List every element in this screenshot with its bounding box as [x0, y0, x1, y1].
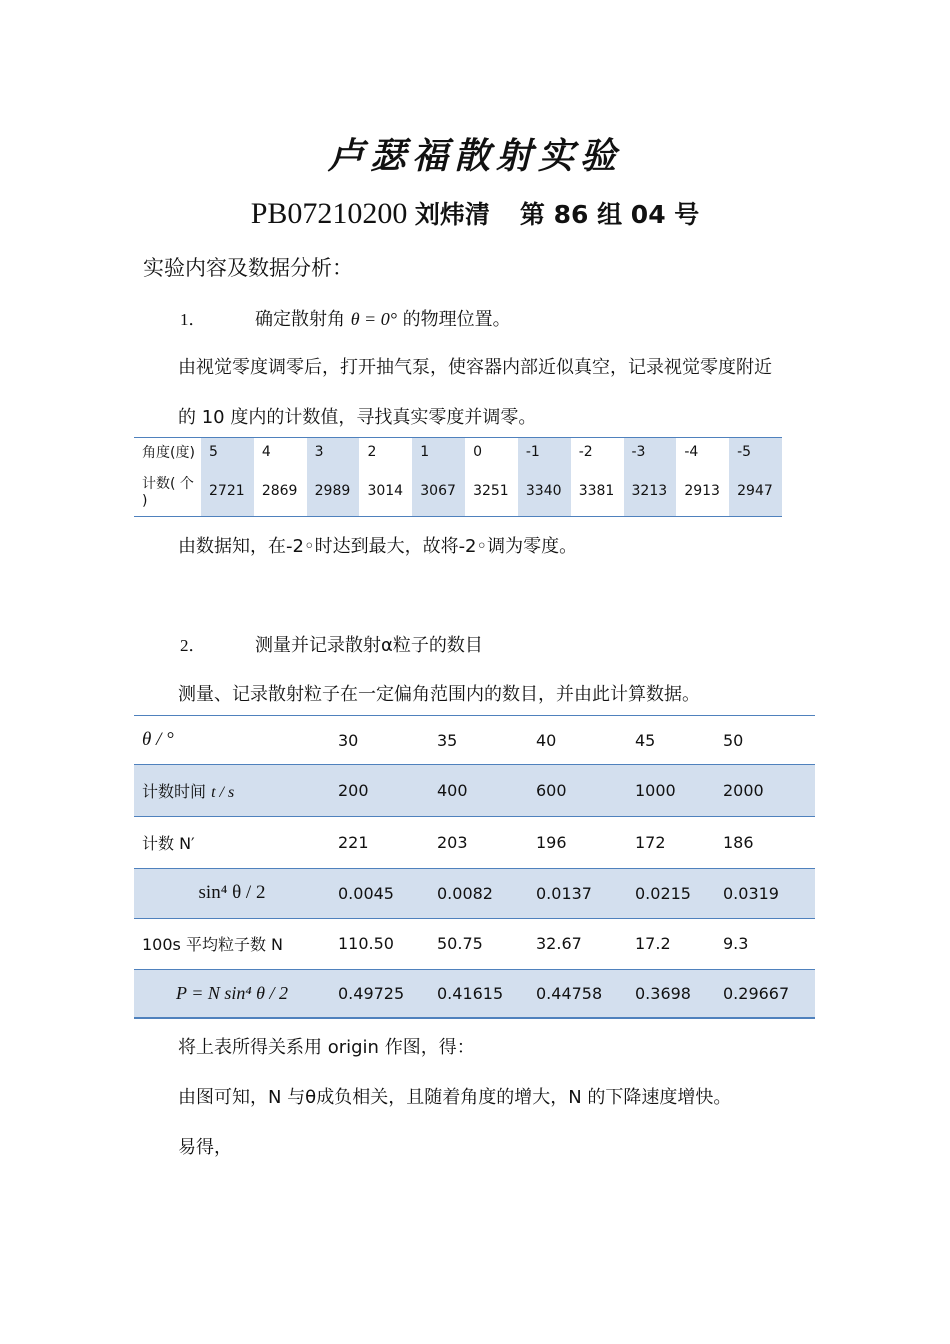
table-cell: 3251	[473, 482, 509, 499]
table-cell: 172	[635, 832, 666, 852]
table-row	[134, 970, 815, 1018]
table-cell: 2913	[684, 482, 720, 499]
item1-text-after: 的物理位置。	[402, 309, 511, 330]
angle-count-table	[134, 437, 782, 517]
sin-label: sin⁴ θ / 2	[134, 868, 330, 918]
table-cell: 0.0082	[429, 868, 528, 918]
row-label-angle: 角度(度)	[142, 444, 195, 461]
student-id: PB07210200	[250, 197, 408, 230]
table-cell: 2000	[715, 765, 815, 817]
table-cell: 203	[437, 832, 468, 852]
item2-heading	[180, 631, 483, 657]
table-cell: 3067	[412, 466, 465, 516]
table-cell: 4	[261, 443, 271, 460]
table-row	[134, 868, 815, 918]
p-label: P = N sin⁴ θ / 2	[134, 970, 330, 1018]
after-table-line1: 将上表所得关系用 origin 作图，得：	[178, 1037, 475, 1058]
table-cell: 30	[338, 730, 359, 750]
table-cell: 35	[437, 730, 458, 750]
theta-label: θ / °	[142, 729, 174, 751]
table-cell: 200	[330, 765, 429, 817]
table-cell: 0.49725	[330, 970, 429, 1018]
table-row	[134, 466, 782, 516]
table-cell: 2721	[201, 466, 254, 516]
time-label-cn: 计数时间	[142, 782, 207, 802]
item1-number: 1．	[180, 310, 206, 329]
table-cell: -5	[729, 438, 782, 466]
table-cell: 0.44758	[528, 970, 627, 1018]
section-heading: 实验内容及数据分析：	[143, 256, 353, 280]
table-cell: 0.0045	[330, 868, 429, 918]
table-cell: -4	[684, 443, 699, 460]
table-cell: 0.0137	[528, 868, 627, 918]
item1-text-before: 确定散射角	[254, 309, 345, 330]
page-title: 卢瑟福散射实验	[327, 135, 622, 177]
item1-para2: 的 10 度内的计数值，寻找真实零度并调零。	[178, 407, 537, 428]
table-row	[134, 438, 782, 466]
item2-number: 2．	[180, 636, 206, 655]
student-name: 刘炜清	[414, 200, 490, 229]
table-cell: 3	[307, 438, 360, 466]
table-cell: -2	[578, 443, 593, 460]
table-cell: 2947	[729, 466, 782, 516]
table-cell: 3014	[367, 482, 404, 499]
table-cell: -1	[518, 438, 571, 466]
table-cell: 0.41615	[429, 970, 528, 1018]
table-cell: 5	[201, 438, 254, 466]
table-cell: 2	[367, 443, 377, 460]
item1-math: θ = 0°	[350, 309, 397, 329]
author-line	[0, 195, 950, 231]
table-cell: -3	[624, 438, 677, 466]
table-cell: 0.3698	[627, 970, 715, 1018]
row-label-count: 计数( 个 )	[142, 475, 194, 509]
after-table-line2: 由图可知，N 与θ成负相关，且随着角度的增大，N 的下降速度增快。	[178, 1087, 732, 1108]
table-cell: 0.0215	[627, 868, 715, 918]
item2-heading-text: 测量并记录散射α粒子的数目	[254, 635, 483, 656]
table-cell: 186	[723, 832, 754, 852]
table-cell: 2869	[261, 482, 298, 499]
table-cell: 0	[473, 443, 482, 460]
table-cell: 3340	[518, 466, 571, 516]
table-cell: 600	[528, 765, 627, 817]
time-label-math: t / s	[211, 784, 235, 802]
table-cell: 3381	[578, 482, 615, 499]
item1-para1: 由视觉零度调零后，打开抽气泵，使容器内部近似真空，记录视觉零度附近	[178, 357, 772, 378]
table-row	[134, 918, 815, 970]
group-number: 第 86 组 04 号	[519, 200, 700, 229]
table-row	[134, 816, 815, 868]
time-label	[134, 765, 330, 817]
table-cell: 1	[412, 438, 465, 466]
table-cell: 110.50	[338, 934, 394, 954]
table-cell: 40	[536, 730, 557, 750]
table-cell: 50	[723, 730, 744, 750]
table-cell: 2989	[307, 466, 360, 516]
table-cell: 3213	[624, 466, 677, 516]
table-cell: 32.67	[536, 934, 582, 954]
table-cell: 17.2	[635, 934, 671, 954]
table-row	[134, 765, 815, 817]
table-cell: 400	[429, 765, 528, 817]
table-cell: 1000	[627, 765, 715, 817]
table-cell: 0.0319	[715, 868, 815, 918]
item2-para: 测量、记录散射粒子在一定偏角范围内的数目，并由此计算数据。	[178, 684, 700, 705]
table-cell: 221	[338, 832, 369, 852]
table-cell: 196	[536, 832, 567, 852]
table-cell: 45	[635, 730, 656, 750]
table-cell: 0.29667	[715, 970, 815, 1018]
table-row	[134, 716, 815, 765]
table-cell: 50.75	[437, 934, 483, 954]
conclusion-1: 由数据知，在-2◦时达到最大，故将-2◦调为零度。	[178, 536, 578, 557]
avg-label: 100s 平均粒子数 N	[142, 935, 284, 955]
after-table-line3: 易得，	[178, 1137, 232, 1158]
count-label: 计数 N′	[142, 833, 195, 853]
table-cell: 9.3	[723, 934, 749, 954]
scattering-data-table	[134, 715, 815, 1019]
item1-heading	[180, 305, 511, 331]
